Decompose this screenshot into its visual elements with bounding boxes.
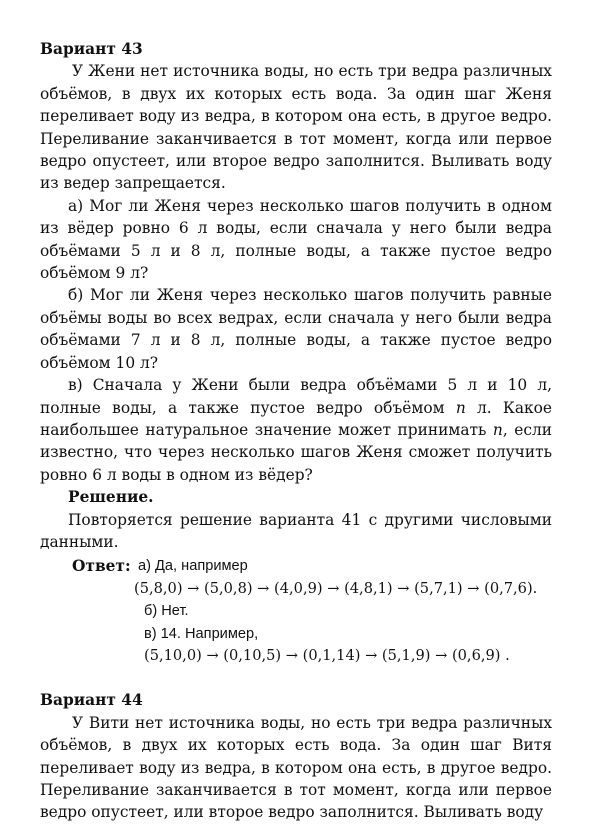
variant-43-intro: У Жени нет источника воды, но есть три ведра различных объёмов, в двух их которых есть вода. За один шаг Женя переливает воду из ведра, в котором она есть, в другое ведро. Переливание заканчивается в тот момент, когда или первое ведро опустеет, или второе ведро заполнится. Выливать воду из ведер запрещается.: [40, 62, 552, 193]
section-gap: [40, 667, 552, 689]
variant-44-title: Вариант 44: [40, 691, 143, 710]
part-c-var-n-2: n: [492, 420, 503, 439]
answer-c-sequence: (5,10,0) → (0,10,5) → (0,1,14) → (5,1,9) → (0,6,9) .: [144, 646, 510, 664]
solution-title: Решение.: [68, 488, 154, 507]
answer-a-sequence: (5,8,0) → (5,0,8) → (4,0,9) → (4,8,1) → (5,7,1) → (0,7,6).: [134, 579, 538, 597]
variant-44-intro: У Вити нет источника воды, но есть три ведра различных объёмов, в двух их которых есть вода. За один шаг Витя переливает воду из ведра, в котором она есть, в другое ведро. Переливание заканчивается в тот момент, когда или первое ведро опустеет, или второе ведро заполнится. Выливать воду: [40, 713, 552, 822]
document-page: [40, 38, 552, 824]
answer-body: [134, 555, 538, 667]
variant-43-title: Вариант 43: [40, 40, 143, 58]
part-c-var-n-1: n: [455, 398, 466, 417]
answer-label: Ответ:: [72, 557, 131, 576]
variant-43-part-c: [40, 374, 552, 486]
solution-text: Повторяется решение варианта 41 с другими числовыми данными.: [40, 510, 552, 551]
part-c-text-2: л. Какое наибольшее натуральное значение может принимать: [40, 398, 552, 439]
part-c-text-1: в) Сначала у Жени были ведра объёмами 5 л и 10 л, полные воды, а также пустое ведро объёмом: [40, 376, 552, 417]
answer-c: в) 14. Например,: [144, 625, 259, 642]
variant-43-part-a: а) Мог ли Женя через несколько шагов получить в одном из вёдер ровно 6 л воды, если сначала у него были ведра объёмами 5 л и 8 л, полные воды, а также пустое ведро объёмом 9 л?: [40, 196, 552, 283]
answer-a: а) Да, например: [138, 558, 248, 575]
variant-43-part-b: б) Мог ли Женя через несколько шагов получить равные объёмы воды во всех ведрах, если сначала у него были ведра объёмами 7 л и 8 л, полные воды, а также пустое ведро объёмом 10 л?: [40, 286, 552, 372]
answer-b: б) Нет.: [144, 603, 189, 620]
part-c-text-3: , если известно, что через несколько шагов Женя сможет получить ровно 6 л воды в одном из вёдер?: [40, 420, 552, 484]
answer-block: [40, 555, 552, 667]
